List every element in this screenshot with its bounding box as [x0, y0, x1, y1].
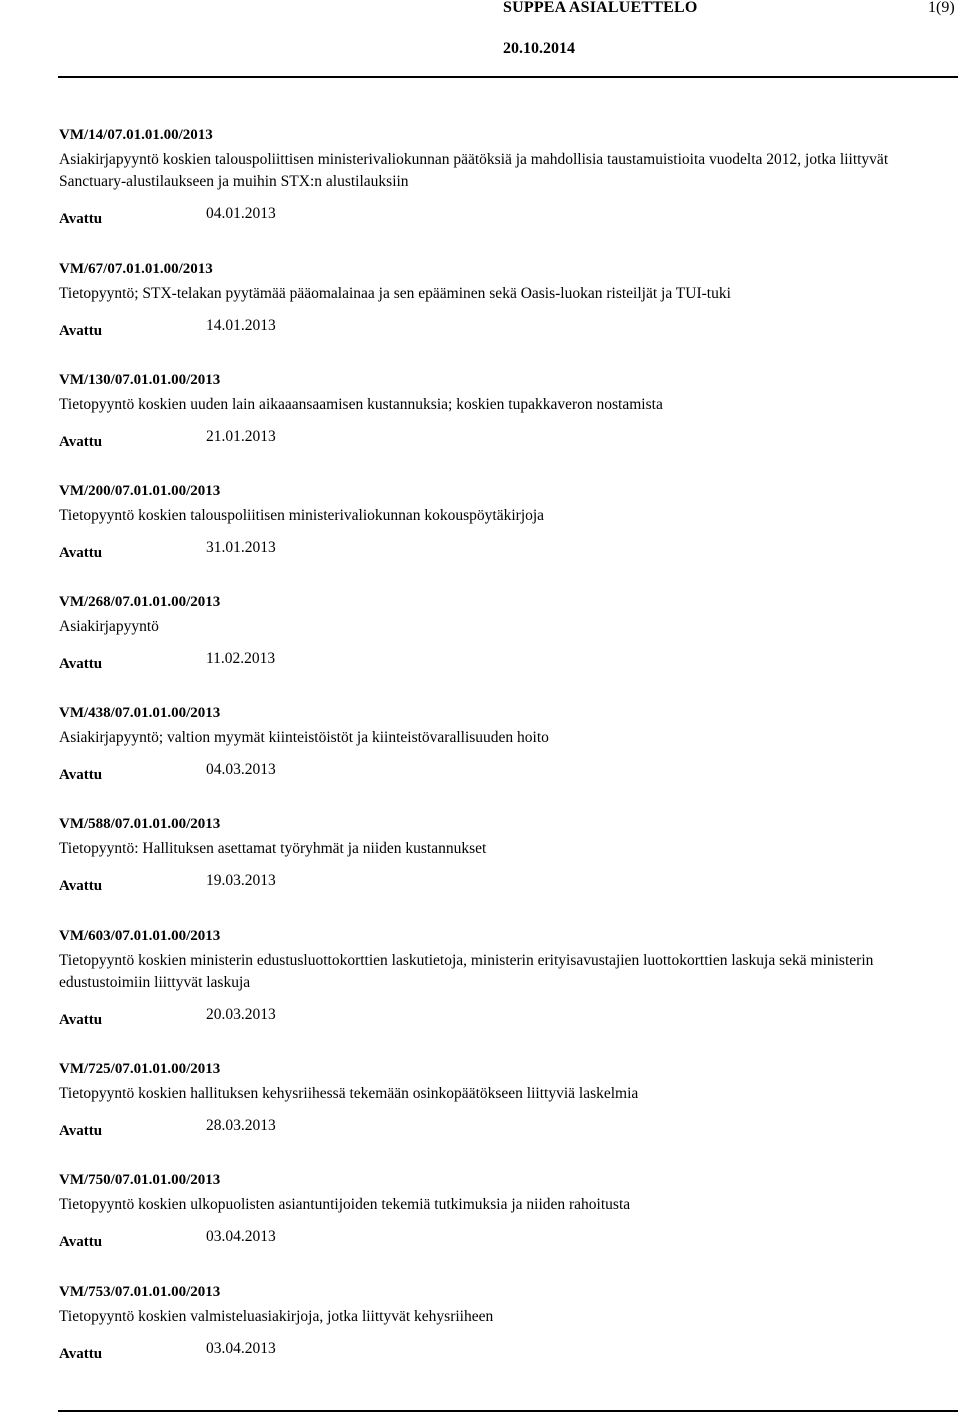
- entry-description: Tietopyyntö: Hallituksen asettamat työryhmät ja niiden kustannukset: [59, 840, 487, 857]
- status-date: 03.04.2013: [206, 1228, 276, 1245]
- list-item: [59, 1171, 939, 1250]
- status-date: 28.03.2013: [206, 1117, 276, 1134]
- entry-reference: VM/750/07.01.01.00/2013: [59, 1172, 221, 1188]
- status-date: 04.03.2013: [206, 761, 276, 778]
- list-item: [59, 927, 939, 1028]
- status-date: 03.04.2013: [206, 1340, 276, 1357]
- entry-description: Tietopyyntö koskien hallituksen kehysriihessä tekemään osinkopäätökseen liittyviä laskelmia: [59, 1085, 639, 1102]
- list-item: [59, 260, 939, 339]
- entry-status: [59, 539, 939, 561]
- entry-reference: VM/753/07.01.01.00/2013: [59, 1284, 221, 1300]
- entry-description: Asiakirjapyyntö koskien talouspoliittisen ministerivaliokunnan päätöksiä ja mahdollisia taustamuistioita vuodelta 2012, jotka liittyvät Sanctuary-alustilaukseen ja muihin STX:n alustilauksiin: [59, 151, 889, 190]
- status-date: 21.01.2013: [206, 428, 276, 445]
- list-item: [59, 1060, 939, 1139]
- status-date: 11.02.2013: [206, 650, 276, 667]
- list-item: [59, 1283, 939, 1362]
- entry-description: Asiakirjapyyntö: [59, 618, 159, 635]
- entry-status: [59, 1340, 939, 1362]
- entry-status: [59, 650, 939, 672]
- status-label: Avattu: [59, 1346, 103, 1362]
- status-date: 19.03.2013: [206, 872, 276, 889]
- entry-status: [59, 428, 939, 450]
- status-label: Avattu: [59, 323, 103, 339]
- status-date: 04.01.2013: [206, 205, 276, 222]
- status-label: Avattu: [59, 211, 103, 227]
- status-label: Avattu: [59, 767, 103, 783]
- entry-reference: VM/438/07.01.01.00/2013: [59, 705, 221, 721]
- entry-status: [59, 1228, 939, 1250]
- entry-description: Tietopyyntö koskien ministerin edustusluottokorttien laskutietoja, ministerin erityisavustajien luottokorttien laskuja sekä ministerin edustustoimiin liittyvät laskuja: [59, 952, 874, 991]
- entry-status: [59, 761, 939, 783]
- list-item: [59, 126, 939, 227]
- status-label: Avattu: [59, 434, 103, 450]
- entry-description: Tietopyyntö koskien talouspoliitisen ministerivaliokunnan kokouspöytäkirjoja: [59, 507, 545, 524]
- entry-reference: VM/67/07.01.01.00/2013: [59, 261, 213, 277]
- status-label: Avattu: [59, 1123, 103, 1139]
- entry-description: Tietopyyntö koskien ulkopuolisten asiantuntijoiden tekemiä tutkimuksia ja niiden rahoitusta: [59, 1196, 631, 1213]
- list-item: [59, 815, 939, 894]
- entry-status: [59, 205, 939, 227]
- status-label: Avattu: [59, 545, 103, 561]
- entry-status: [59, 872, 939, 894]
- status-label: Avattu: [59, 878, 103, 894]
- list-item: [59, 704, 939, 783]
- document-date: 20.10.2014: [503, 40, 575, 57]
- entry-description: Tietopyyntö; STX-telakan pyytämää pääomalainaa ja sen epääminen sekä Oasis-luokan risteiljät ja TUI-tuki: [59, 285, 731, 302]
- status-label: Avattu: [59, 1234, 103, 1250]
- header-divider: [58, 76, 958, 78]
- footer-divider: [58, 1410, 958, 1412]
- status-label: Avattu: [59, 1012, 103, 1028]
- status-date: 31.01.2013: [206, 539, 276, 556]
- entry-reference: VM/725/07.01.01.00/2013: [59, 1061, 221, 1077]
- entry-reference: VM/14/07.01.01.00/2013: [59, 127, 213, 143]
- entry-description: Tietopyyntö koskien valmisteluasiakirjoja, jotka liittyvät kehysriiheen: [59, 1308, 494, 1325]
- status-date: 14.01.2013: [206, 317, 276, 334]
- entry-description: Asiakirjapyyntö; valtion myymät kiinteistöistöt ja kiinteistövarallisuuden hoito: [59, 729, 549, 746]
- list-item: [59, 482, 939, 561]
- entry-reference: VM/268/07.01.01.00/2013: [59, 594, 221, 610]
- list-item: [59, 593, 939, 672]
- entry-status: [59, 1117, 939, 1139]
- entry-status: [59, 1006, 939, 1028]
- status-date: 20.03.2013: [206, 1006, 276, 1023]
- entry-reference: VM/588/07.01.01.00/2013: [59, 816, 221, 832]
- entry-description: Tietopyyntö koskien uuden lain aikaaansaamisen kustannuksia; koskien tupakkaveron nostamista: [59, 396, 663, 413]
- document-title: SUPPEA ASIALUETTELO: [503, 0, 698, 16]
- entry-status: [59, 317, 939, 339]
- list-item: [59, 371, 939, 450]
- entry-reference: VM/130/07.01.01.00/2013: [59, 372, 221, 388]
- entry-reference: VM/200/07.01.01.00/2013: [59, 483, 221, 499]
- status-label: Avattu: [59, 656, 103, 672]
- page-number: 1(9): [928, 0, 955, 16]
- entry-reference: VM/603/07.01.01.00/2013: [59, 928, 221, 944]
